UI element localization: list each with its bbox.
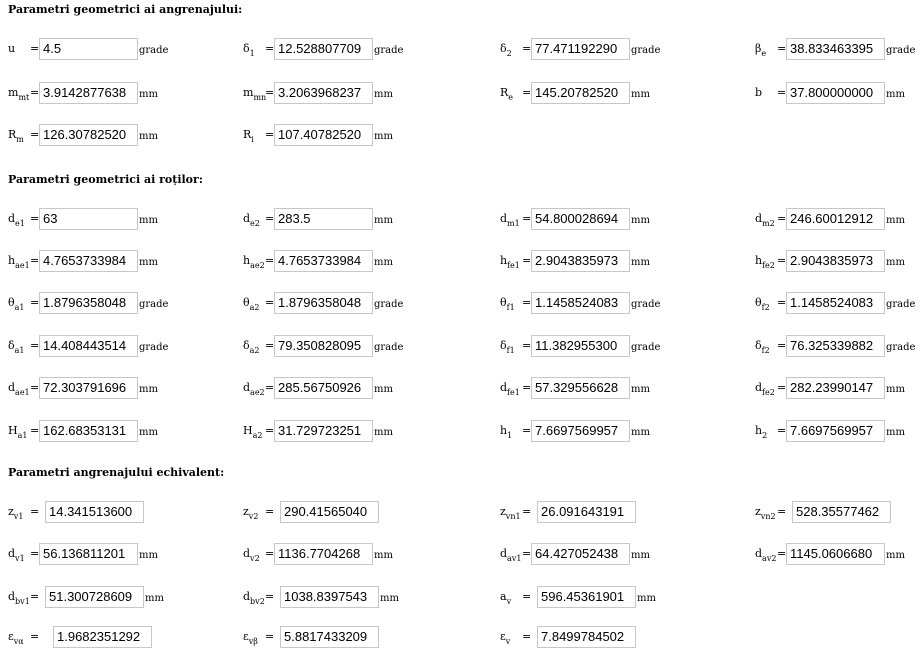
unit-label: mm <box>139 89 158 100</box>
symbol: d <box>8 547 16 560</box>
value-field-dm2[interactable]: 246.60012912 <box>786 208 885 230</box>
subscript: f2 <box>761 346 770 355</box>
symbol: b <box>755 86 763 99</box>
unit-label: mm <box>374 131 393 142</box>
label-d1 <box>243 38 255 65</box>
equals-sign: = <box>265 547 275 560</box>
value-field-da1[interactable]: 14.408443514 <box>39 335 138 357</box>
subscript: vβ <box>248 637 258 646</box>
label-da1 <box>8 335 24 362</box>
symbol: θ <box>755 296 762 309</box>
unit-label: mm <box>374 384 393 395</box>
subscript: mn <box>253 93 267 102</box>
value-field-zvn2[interactable]: 528.35577462 <box>792 501 891 523</box>
equals-sign: = <box>265 590 275 603</box>
unit-label: mm <box>886 89 905 100</box>
label-dm2 <box>755 208 775 235</box>
value-field-hfe2[interactable]: 2.9043835973 <box>786 250 885 272</box>
unit-label: grade <box>374 299 404 310</box>
subscript: vα <box>13 637 24 646</box>
unit-label: mm <box>374 550 393 561</box>
unit-label: mm <box>637 593 656 604</box>
value-field-Re[interactable]: 145.20782520 <box>531 82 630 104</box>
label-hae2 <box>243 250 265 277</box>
value-field-zv1[interactable]: 14.341513600 <box>45 501 144 523</box>
equals-sign: = <box>777 505 787 518</box>
subscript: v2 <box>248 512 259 521</box>
equals-sign: = <box>30 590 40 603</box>
subscript: a2 <box>249 346 260 355</box>
symbol: θ <box>243 296 250 309</box>
label-dbv1 <box>8 586 30 613</box>
symbol: β <box>755 42 762 55</box>
equals-sign: = <box>30 547 40 560</box>
symbol: R <box>500 86 509 99</box>
value-field-dav1[interactable]: 64.427052438 <box>531 543 630 565</box>
label-dfe2 <box>755 377 775 404</box>
unit-label: grade <box>631 299 661 310</box>
symbol: h <box>243 254 251 267</box>
unit-label: mm <box>631 89 650 100</box>
symbol: m <box>243 86 254 99</box>
symbol: δ <box>500 42 507 55</box>
label-dv2 <box>243 543 260 570</box>
subscript: ae1 <box>15 261 30 270</box>
unit-label: grade <box>139 299 169 310</box>
unit-label: grade <box>374 342 404 353</box>
value-field-u[interactable]: 4.5 <box>39 38 138 60</box>
subscript: 2 <box>506 49 512 58</box>
equals-sign: = <box>777 424 787 437</box>
symbol: δ <box>755 339 762 352</box>
subscript: e1 <box>15 219 25 228</box>
label-eva <box>8 626 24 653</box>
equals-sign: = <box>777 296 787 309</box>
unit-label: mm <box>139 131 158 142</box>
subscript: i <box>251 135 254 144</box>
value-field-dbv2[interactable]: 1038.8397543 <box>280 586 379 608</box>
unit-label: mm <box>886 257 905 268</box>
subscript: fe2 <box>762 388 775 397</box>
unit-label: grade <box>139 45 169 56</box>
value-field-av[interactable]: 596.45361901 <box>537 586 636 608</box>
value-field-dae2[interactable]: 285.56750926 <box>274 377 373 399</box>
symbol: h <box>8 254 16 267</box>
value-field-Ha1[interactable]: 162.68353131 <box>39 420 138 442</box>
label-ta1 <box>8 292 24 319</box>
unit-label: mm <box>631 215 650 226</box>
symbol: d <box>500 381 508 394</box>
symbol: d <box>755 212 763 225</box>
subscript: a1 <box>17 431 28 440</box>
value-field-dv1[interactable]: 56.136811201 <box>39 543 138 565</box>
subscript: 2 <box>762 431 768 440</box>
symbol: h <box>500 424 508 437</box>
label-tf2 <box>755 292 770 319</box>
subscript: e2 <box>250 219 260 228</box>
subscript: a2 <box>249 303 260 312</box>
subscript: e <box>761 49 767 58</box>
symbol: h <box>755 254 763 267</box>
label-dbv2 <box>243 586 265 613</box>
equals-sign: = <box>265 254 275 267</box>
label-h1 <box>500 420 512 447</box>
symbol: δ <box>243 339 250 352</box>
symbol: d <box>243 212 251 225</box>
unit-label: mm <box>374 215 393 226</box>
unit-label: grade <box>139 342 169 353</box>
equals-sign: = <box>265 424 275 437</box>
equals-sign: = <box>777 42 787 55</box>
section-title-equivalent-gear: Parametri angrenajului echivalent: <box>8 466 225 479</box>
subscript: v <box>506 597 512 606</box>
value-field-mmt[interactable]: 3.9142877638 <box>39 82 138 104</box>
value-field-eva[interactable]: 1.9682351292 <box>53 626 152 648</box>
label-evb <box>243 626 258 653</box>
value-field-dm1[interactable]: 54.800028694 <box>531 208 630 230</box>
unit-label: grade <box>374 45 404 56</box>
symbol: h <box>755 424 763 437</box>
section-title-gear-geometry: Parametri geometrici ai angrenajului: <box>8 3 243 16</box>
symbol: d <box>8 381 16 394</box>
symbol: θ <box>8 296 15 309</box>
symbol: δ <box>500 339 507 352</box>
symbol: θ <box>500 296 507 309</box>
value-field-tf2[interactable]: 1.1458524083 <box>786 292 885 314</box>
value-field-tf1[interactable]: 1.1458524083 <box>531 292 630 314</box>
label-dav2 <box>755 543 776 570</box>
symbol: d <box>8 590 16 603</box>
equals-sign: = <box>265 339 275 352</box>
value-field-mmn[interactable]: 3.2063968237 <box>274 82 373 104</box>
equals-sign: = <box>265 381 275 394</box>
value-field-hfe1[interactable]: 2.9043835973 <box>531 250 630 272</box>
label-Ri <box>243 124 254 151</box>
subscript: v1 <box>13 512 24 521</box>
symbol: h <box>500 254 508 267</box>
value-field-Rm[interactable]: 126.30782520 <box>39 124 138 146</box>
subscript: f1 <box>506 346 515 355</box>
symbol: d <box>755 547 763 560</box>
subscript: f1 <box>506 303 515 312</box>
unit-label: mm <box>886 550 905 561</box>
subscript: e <box>508 93 514 102</box>
unit-label: mm <box>139 427 158 438</box>
unit-label: mm <box>139 550 158 561</box>
label-zvn2 <box>755 501 776 528</box>
unit-label: mm <box>380 593 399 604</box>
equals-sign: = <box>777 381 787 394</box>
symbol: H <box>8 424 18 437</box>
subscript: 1 <box>249 49 255 58</box>
symbol: d <box>8 212 16 225</box>
label-zv2 <box>243 501 258 528</box>
symbol: d <box>243 381 251 394</box>
label-hfe2 <box>755 250 775 277</box>
unit-label: mm <box>139 384 158 395</box>
equals-sign: = <box>30 212 40 225</box>
label-dfe1 <box>500 377 520 404</box>
unit-label: mm <box>374 89 393 100</box>
unit-label: mm <box>145 593 164 604</box>
label-mmt <box>8 82 29 109</box>
equals-sign: = <box>30 424 40 437</box>
unit-label: mm <box>631 257 650 268</box>
symbol: δ <box>8 339 15 352</box>
equals-sign: = <box>777 86 787 99</box>
equals-sign: = <box>522 212 532 225</box>
value-field-zv2[interactable]: 290.41565040 <box>280 501 379 523</box>
symbol: ε <box>8 630 14 643</box>
value-field-Ha2[interactable]: 31.729723251 <box>274 420 373 442</box>
label-hfe1 <box>500 250 520 277</box>
section-title-wheel-geometry: Parametri geometrici ai roților: <box>8 173 203 186</box>
label-df2 <box>755 335 770 362</box>
equals-sign: = <box>522 42 532 55</box>
unit-label: mm <box>631 384 650 395</box>
equals-sign: = <box>30 630 40 643</box>
subscript: av1 <box>507 554 522 563</box>
value-field-dav2[interactable]: 1145.0606680 <box>786 543 885 565</box>
unit-label: mm <box>886 215 905 226</box>
label-dv1 <box>8 543 25 570</box>
unit-label: grade <box>886 299 916 310</box>
value-field-dfe2[interactable]: 282.23990147 <box>786 377 885 399</box>
unit-label: mm <box>631 427 650 438</box>
equals-sign: = <box>265 630 275 643</box>
label-b <box>755 82 762 104</box>
label-mmn <box>243 82 266 109</box>
equals-sign: = <box>30 339 40 352</box>
unit-label: mm <box>631 550 650 561</box>
label-da2 <box>243 335 259 362</box>
label-u <box>8 38 15 60</box>
symbol: R <box>8 128 17 141</box>
label-df1 <box>500 335 515 362</box>
unit-label: mm <box>374 427 393 438</box>
equals-sign: = <box>30 86 40 99</box>
equals-sign: = <box>265 296 275 309</box>
symbol: z <box>8 505 14 518</box>
symbol: z <box>755 505 761 518</box>
symbol: R <box>243 128 252 141</box>
value-field-d2[interactable]: 77.471192290 <box>531 38 630 60</box>
subscript: fe1 <box>507 261 520 270</box>
unit-label: grade <box>631 45 661 56</box>
symbol: a <box>500 590 507 603</box>
equals-sign: = <box>522 86 532 99</box>
label-av <box>500 586 511 613</box>
label-de2 <box>243 208 260 235</box>
unit-label: mm <box>139 257 158 268</box>
equals-sign: = <box>777 212 787 225</box>
label-d2 <box>500 38 512 65</box>
subscript: fe1 <box>507 388 520 397</box>
unit-label: mm <box>139 215 158 226</box>
equals-sign: = <box>522 339 532 352</box>
label-dm1 <box>500 208 520 235</box>
label-Ha1 <box>8 420 27 447</box>
equals-sign: = <box>265 128 275 141</box>
subscript: av2 <box>762 554 777 563</box>
equals-sign: = <box>777 547 787 560</box>
subscript: 1 <box>507 431 513 440</box>
symbol: z <box>243 505 249 518</box>
equals-sign: = <box>265 42 275 55</box>
subscript: m2 <box>762 219 775 228</box>
subscript: a1 <box>14 346 25 355</box>
equals-sign: = <box>522 381 532 394</box>
equals-sign: = <box>522 296 532 309</box>
subscript: a1 <box>14 303 25 312</box>
equals-sign: = <box>30 296 40 309</box>
value-field-df1[interactable]: 11.382955300 <box>531 335 630 357</box>
subscript: v <box>505 637 511 646</box>
subscript: a2 <box>252 431 263 440</box>
value-field-dae1[interactable]: 72.303791696 <box>39 377 138 399</box>
unit-label: mm <box>374 257 393 268</box>
value-field-h1[interactable]: 7.6697569957 <box>531 420 630 442</box>
equals-sign: = <box>522 254 532 267</box>
value-field-dfe1[interactable]: 57.329556628 <box>531 377 630 399</box>
equals-sign: = <box>30 254 40 267</box>
subscript: v1 <box>15 554 25 563</box>
label-dav1 <box>500 543 521 570</box>
symbol: u <box>8 42 16 55</box>
label-hae1 <box>8 250 30 277</box>
value-field-h2[interactable]: 7.6697569957 <box>786 420 885 442</box>
symbol: ε <box>500 630 506 643</box>
subscript: vn1 <box>505 512 521 521</box>
value-field-ta1[interactable]: 1.8796358048 <box>39 292 138 314</box>
equals-sign: = <box>522 505 532 518</box>
unit-label: grade <box>886 45 916 56</box>
value-field-hae2[interactable]: 4.7653733984 <box>274 250 373 272</box>
equals-sign: = <box>30 42 40 55</box>
symbol: m <box>8 86 19 99</box>
label-Ha2 <box>243 420 262 447</box>
symbol: d <box>500 212 508 225</box>
label-zvn1 <box>500 501 521 528</box>
value-field-ev[interactable]: 7.8499784502 <box>537 626 636 648</box>
label-tf1 <box>500 292 515 319</box>
equals-sign: = <box>777 339 787 352</box>
label-zv1 <box>8 501 23 528</box>
equals-sign: = <box>265 212 275 225</box>
label-ta2 <box>243 292 259 319</box>
equals-sign: = <box>522 424 532 437</box>
subscript: ae2 <box>250 261 265 270</box>
equals-sign: = <box>30 505 40 518</box>
equals-sign: = <box>522 590 532 603</box>
unit-label: grade <box>886 342 916 353</box>
symbol: d <box>243 590 251 603</box>
value-field-de2[interactable]: 283.5 <box>274 208 373 230</box>
value-field-ta2[interactable]: 1.8796358048 <box>274 292 373 314</box>
label-be <box>755 38 766 65</box>
value-field-evb[interactable]: 5.8817433209 <box>280 626 379 648</box>
subscript: f2 <box>761 303 770 312</box>
equals-sign: = <box>30 381 40 394</box>
value-field-d1[interactable]: 12.528807709 <box>274 38 373 60</box>
value-field-df2[interactable]: 76.325339882 <box>786 335 885 357</box>
subscript: m1 <box>507 219 520 228</box>
symbol: d <box>755 381 763 394</box>
label-de1 <box>8 208 25 235</box>
label-Re <box>500 82 513 109</box>
subscript: bv1 <box>15 597 30 606</box>
label-dae1 <box>8 377 30 404</box>
equals-sign: = <box>777 254 787 267</box>
symbol: d <box>500 547 508 560</box>
subscript: bv2 <box>250 597 265 606</box>
symbol: H <box>243 424 253 437</box>
label-h2 <box>755 420 767 447</box>
equals-sign: = <box>265 86 275 99</box>
subscript: mt <box>18 93 30 102</box>
subscript: ae1 <box>15 388 30 397</box>
unit-label: grade <box>631 342 661 353</box>
value-field-zvn1[interactable]: 26.091643191 <box>537 501 636 523</box>
unit-label: mm <box>886 427 905 438</box>
symbol: δ <box>243 42 250 55</box>
value-field-dv2[interactable]: 1136.7704268 <box>274 543 373 565</box>
symbol: ε <box>243 630 249 643</box>
equals-sign: = <box>30 128 40 141</box>
subscript: v2 <box>250 554 260 563</box>
subscript: fe2 <box>762 261 775 270</box>
label-ev <box>500 626 510 653</box>
subscript: m <box>16 135 24 144</box>
equals-sign: = <box>522 547 532 560</box>
symbol: d <box>243 547 251 560</box>
value-field-de1[interactable]: 63 <box>39 208 138 230</box>
value-field-b[interactable]: 37.800000000 <box>786 82 885 104</box>
unit-label: mm <box>886 384 905 395</box>
value-field-be[interactable]: 38.833463395 <box>786 38 885 60</box>
equals-sign: = <box>265 505 275 518</box>
value-field-da2[interactable]: 79.350828095 <box>274 335 373 357</box>
value-field-Ri[interactable]: 107.40782520 <box>274 124 373 146</box>
label-dae2 <box>243 377 265 404</box>
equals-sign: = <box>522 630 532 643</box>
label-Rm <box>8 124 24 151</box>
value-field-dbv1[interactable]: 51.300728609 <box>45 586 144 608</box>
subscript: ae2 <box>250 388 265 397</box>
value-field-hae1[interactable]: 4.7653733984 <box>39 250 138 272</box>
subscript: vn2 <box>760 512 776 521</box>
symbol: z <box>500 505 506 518</box>
